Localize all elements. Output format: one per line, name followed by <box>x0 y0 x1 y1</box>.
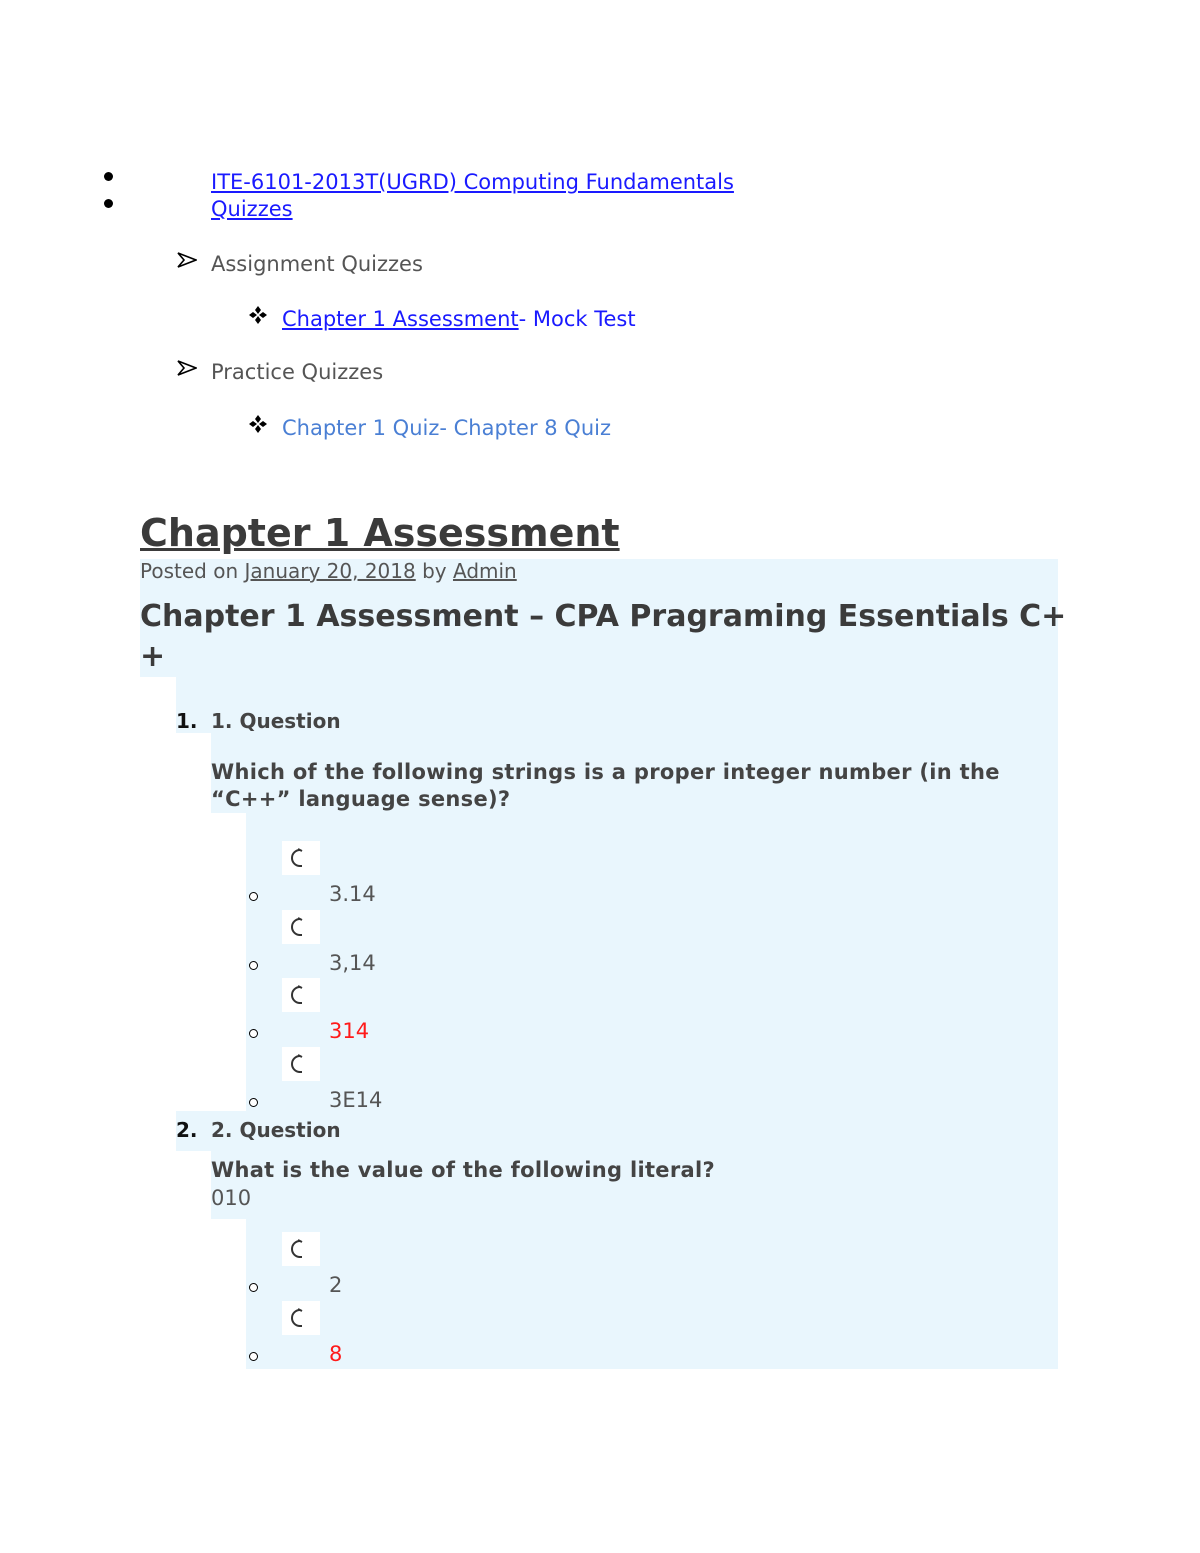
page-title: Chapter 1 Assessment <box>140 511 620 555</box>
option-bullet <box>249 1029 258 1038</box>
assignment-quizzes-heading: Assignment Quizzes <box>211 252 423 276</box>
option-bullet <box>249 961 258 970</box>
radio-button[interactable] <box>282 1301 320 1335</box>
question-text: What is the value of the following literal? <box>211 1158 715 1182</box>
question-title: 1. Question <box>211 709 341 733</box>
radio-icon <box>282 910 320 944</box>
quizzes-link[interactable]: Quizzes <box>211 197 293 221</box>
question-title: 2. Question <box>211 1118 341 1142</box>
answer-option-correct[interactable]: 8 <box>329 1342 343 1366</box>
answer-option[interactable]: 3,14 <box>329 951 376 975</box>
practice-quiz-link[interactable]: Chapter 1 Quiz- Chapter 8 Quiz <box>282 416 611 440</box>
radio-icon <box>282 978 320 1012</box>
post-meta <box>140 559 517 583</box>
question-number: 2. <box>176 1118 198 1142</box>
radio-button[interactable] <box>282 910 320 944</box>
assignment-item <box>282 307 636 331</box>
answer-option-correct[interactable]: 314 <box>329 1019 370 1043</box>
answer-option[interactable]: 3E14 <box>329 1088 383 1112</box>
post-date-link[interactable]: January 20, 2018 <box>244 559 416 583</box>
literal-value: 010 <box>211 1186 252 1210</box>
highlight-bg <box>246 1219 1058 1369</box>
arrow-bullet-icon <box>177 251 197 271</box>
question-number: 1. <box>176 709 198 733</box>
radio-button[interactable] <box>282 1047 320 1081</box>
article-subtitle: Chapter 1 Assessment – CPA Pragraming Essentials C+ <box>140 599 1067 634</box>
radio-icon <box>282 841 320 875</box>
mock-test-label: - Mock Test <box>518 307 636 331</box>
answer-option[interactable]: 3.14 <box>329 882 376 906</box>
question-text: “C++” language sense)? <box>211 787 511 811</box>
question-text: Which of the following strings is a proper integer number (in the <box>211 760 1000 784</box>
radio-button[interactable] <box>282 978 320 1012</box>
diamond-bullet-icon <box>248 305 268 325</box>
posted-prefix: Posted on <box>140 559 239 583</box>
option-bullet <box>249 892 258 901</box>
chapter1-assessment-link[interactable]: Chapter 1 Assessment <box>282 307 519 331</box>
arrow-bullet-icon <box>177 359 197 379</box>
practice-quizzes-heading: Practice Quizzes <box>211 360 384 384</box>
author-link[interactable]: Admin <box>452 559 517 583</box>
course-link[interactable]: ITE-6101-2013T(UGRD) Computing Fundamentals <box>211 170 734 194</box>
radio-icon <box>282 1232 320 1266</box>
posted-by: by <box>422 559 447 583</box>
bullet-dot <box>104 172 113 181</box>
option-bullet <box>249 1098 258 1107</box>
article-subtitle-continued: + <box>140 639 166 674</box>
diamond-bullet-icon <box>248 414 268 434</box>
radio-button[interactable] <box>282 841 320 875</box>
option-bullet <box>249 1283 258 1292</box>
answer-option[interactable]: 2 <box>329 1273 343 1297</box>
radio-icon <box>282 1047 320 1081</box>
radio-button[interactable] <box>282 1232 320 1266</box>
option-bullet <box>249 1352 258 1361</box>
radio-icon <box>282 1301 320 1335</box>
bullet-dot <box>104 199 113 208</box>
